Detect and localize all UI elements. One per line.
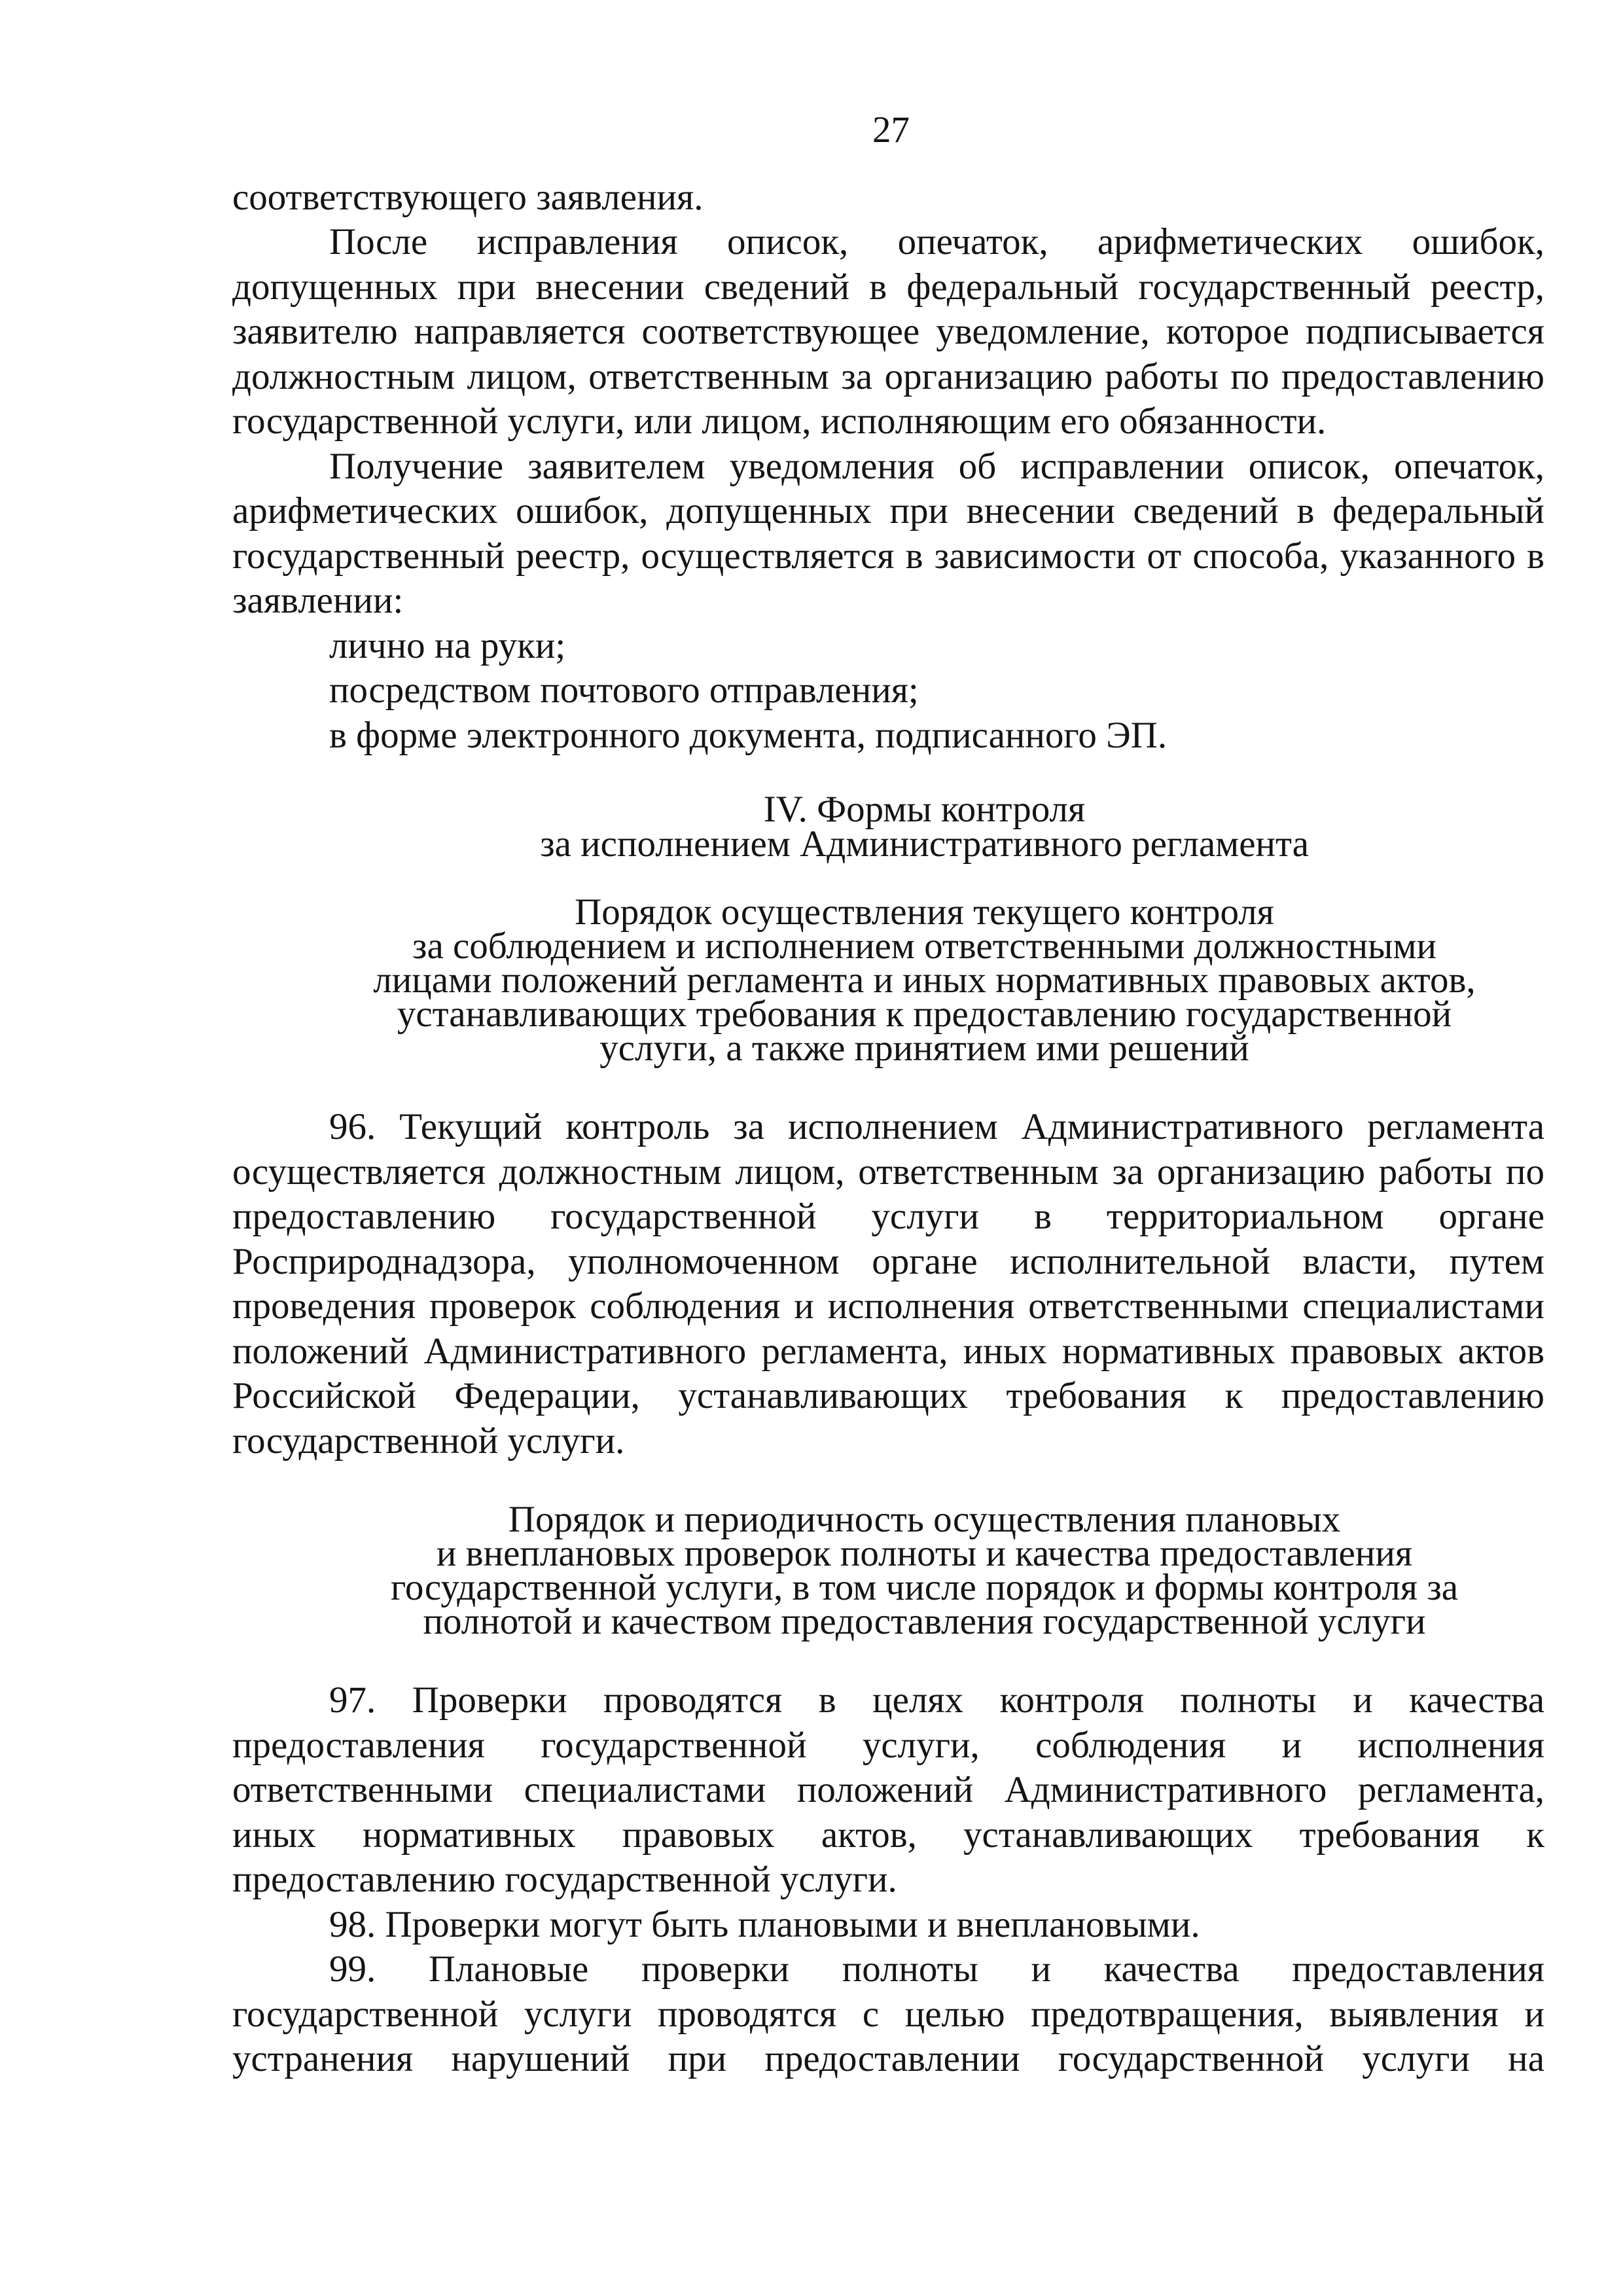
section-heading-line: лицами положений регламента и иных нормативных правовых актов, bbox=[373, 960, 1476, 1001]
document-page bbox=[232, 108, 1544, 2082]
section-heading-line: государственной услуги, в том числе порядок и формы контроля за bbox=[390, 1567, 1459, 1608]
page-number: 27 bbox=[872, 109, 910, 151]
paragraph-notice-receipt: Получение заявителем уведомления об исправлении описок, опечаток, арифметических ошибок, допущенных при внесении сведений в федеральный государственный реестр, осуществляется в зависимости от способа, указанного в заявлении: bbox=[232, 445, 1544, 621]
list-item-electronic: в форме электронного документа, подписанного ЭП. bbox=[329, 714, 1168, 756]
paragraph-97: 97. Проверки проводятся в целях контроля полноты и качества предоставления государственной услуги, соблюдения и исполнения ответственными специалистами положений Административного регламента, иных нормативных правовых актов, устанавливающих требования к предоставлению государственной услуги. bbox=[232, 1679, 1544, 1900]
section-heading-current-control bbox=[232, 891, 1544, 1069]
section-heading-line: за соблюдением и исполнением ответственными должностными bbox=[412, 925, 1437, 967]
paragraph-correction-notice: После исправления описок, опечаток, арифметических ошибок, допущенных при внесении сведений в федеральный государственный реестр, заявителю направляется соответствующее уведомление, которое подписывается должностным лицом, ответственным за организацию работы по предоставлению государственной услуги, или лицом, исполняющим его обязанности. bbox=[232, 221, 1544, 442]
section-heading-line: полнотой и качеством предоставления государственной услуги bbox=[423, 1601, 1426, 1642]
section-heading-line: устанавливающих требования к предоставлению государственной bbox=[397, 994, 1452, 1035]
paragraph-99: 99. Плановые проверки полноты и качества предоставления государственной услуги проводятся с целью предотвращения, выявления и устранения нарушений при предоставлении государственной услуги на bbox=[232, 1948, 1544, 2079]
section-heading-line: Порядок осуществления текущего контроля bbox=[575, 891, 1274, 933]
list-item-by-mail: посредством почтового отправления; bbox=[329, 670, 919, 711]
section-heading-line: и внеплановых проверок полноты и качества предоставления bbox=[436, 1533, 1413, 1574]
paragraph-98: 98. Проверки могут быть плановыми и внеплановыми. bbox=[329, 1903, 1200, 1945]
list-item-in-person: лично на руки; bbox=[329, 624, 566, 666]
paragraph-continuation: соответствующего заявления. bbox=[232, 176, 704, 218]
chapter-heading-line: IV. Формы контроля bbox=[763, 789, 1086, 830]
chapter-heading-line: за исполнением Административного регламента bbox=[540, 823, 1309, 865]
section-heading-inspections bbox=[232, 1499, 1544, 1642]
paragraph-96: 96. Текущий контроль за исполнением Административного регламента осуществляется должностным лицом, ответственным за организацию работы по предоставлению государственной услуги в территориальном органе Росприроднадзора, уполномоченном органе исполнительной власти, путем проведения проверок соблюдения и исполнения ответственными специалистами положений Административного регламента, иных нормативных правовых актов Российской Федерации, устанавливающих требования к предоставлению государственной услуги. bbox=[232, 1106, 1544, 1462]
section-heading-line: услуги, а также принятием ими решений bbox=[599, 1028, 1249, 1069]
chapter-heading bbox=[232, 789, 1544, 865]
section-heading-line: Порядок и периодичность осуществления плановых bbox=[508, 1499, 1341, 1540]
